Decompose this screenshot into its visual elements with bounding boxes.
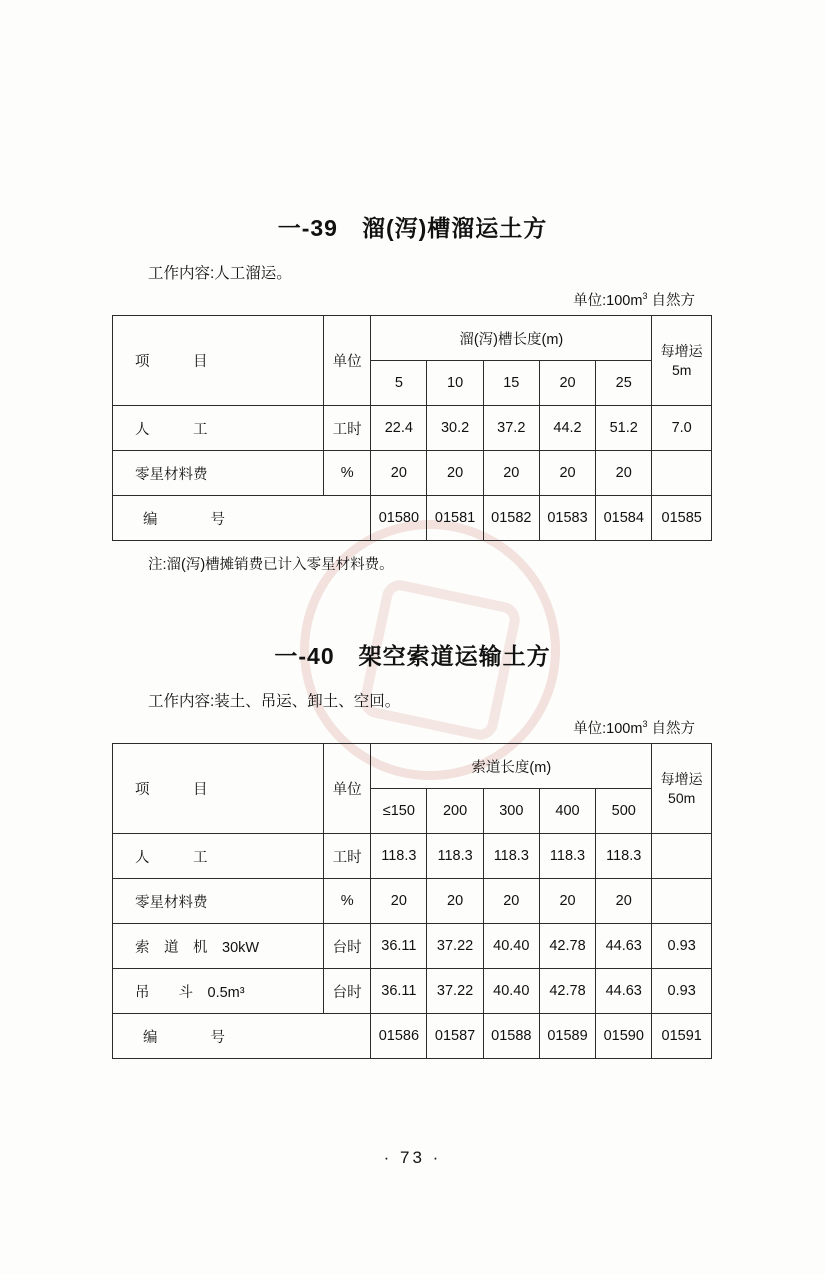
- code-value: 01587: [427, 1014, 483, 1059]
- row-value: 44.63: [596, 969, 652, 1014]
- code-value: 01589: [539, 1014, 595, 1059]
- row-value: 44.2: [539, 406, 595, 451]
- row-value: 40.40: [483, 924, 539, 969]
- row-value: 20: [371, 879, 427, 924]
- row-value: 20: [483, 879, 539, 924]
- table-code-row: [113, 496, 712, 541]
- unit-line-sup: 3: [642, 719, 648, 730]
- table-header-row-top: [113, 744, 712, 789]
- table-row: [113, 879, 712, 924]
- header-increment-line2: 5m: [671, 361, 692, 378]
- code-increment-value: 01591: [652, 1014, 712, 1059]
- header-unit: 单位: [324, 316, 371, 406]
- row-label: 人 工: [113, 834, 324, 879]
- table-row: [113, 406, 712, 451]
- code-value: 01584: [596, 496, 652, 541]
- page-number: · 73 ·: [383, 1148, 442, 1167]
- row-label: 零星材料费: [113, 879, 324, 924]
- row-increment-value: 0.93: [652, 969, 712, 1014]
- unit-line: [0, 717, 695, 738]
- header-item: 项 目: [113, 316, 324, 406]
- code-value: 01582: [483, 496, 539, 541]
- code-value: 01586: [371, 1014, 427, 1059]
- header-length-2: 200: [427, 789, 483, 834]
- row-value: 118.3: [371, 834, 427, 879]
- row-value: 20: [539, 451, 595, 496]
- row-label: 零星材料费: [113, 451, 324, 496]
- row-value: 20: [483, 451, 539, 496]
- row-increment-value: [652, 879, 712, 924]
- row-value: 118.3: [596, 834, 652, 879]
- unit-line-sup: 3: [642, 291, 648, 302]
- row-label: 吊 斗 0.5m³: [113, 969, 324, 1014]
- header-group-length: 索道长度(m): [371, 744, 652, 789]
- row-value: 37.2: [483, 406, 539, 451]
- row-unit: 台时: [324, 969, 371, 1014]
- code-value: 01581: [427, 496, 483, 541]
- row-value: 30.2: [427, 406, 483, 451]
- code-row-label: 编 号: [113, 496, 371, 541]
- row-value: 20: [427, 879, 483, 924]
- unit-line-prefix: 单位:100m: [573, 293, 643, 309]
- unit-line-suffix: 自然方: [647, 293, 695, 309]
- row-value: 118.3: [539, 834, 595, 879]
- section-title: 一-40 架空索道运输土方: [274, 643, 551, 669]
- table-row: [113, 451, 712, 496]
- header-increment-line1: 每增运: [660, 342, 703, 359]
- header-increment-line1: 每增运: [660, 770, 703, 787]
- row-value: 44.63: [596, 924, 652, 969]
- header-length-5: 25: [596, 361, 652, 406]
- row-increment-value: 0.93: [652, 924, 712, 969]
- header-increment-line2: 50m: [668, 789, 696, 806]
- table-row: [113, 924, 712, 969]
- table-code-row: [113, 1014, 712, 1059]
- table-row: [113, 969, 712, 1014]
- table-note: 注:溜(泻)槽摊销费已计入零星材料费。: [148, 557, 394, 573]
- header-unit: 单位: [324, 744, 371, 834]
- header-increment: [652, 316, 712, 406]
- row-value: 20: [539, 879, 595, 924]
- header-length-3: 300: [483, 789, 539, 834]
- row-label: 人 工: [113, 406, 324, 451]
- unit-line-suffix: 自然方: [647, 721, 695, 737]
- row-increment-value: 7.0: [652, 406, 712, 451]
- row-unit: 台时: [324, 924, 371, 969]
- row-value: 20: [596, 879, 652, 924]
- header-length-4: 20: [539, 361, 595, 406]
- row-value: 20: [596, 451, 652, 496]
- row-increment-value: [652, 834, 712, 879]
- header-group-length: 溜(泻)槽长度(m): [371, 316, 652, 361]
- work-content-text: 工作内容:人工溜运。: [148, 265, 292, 282]
- row-value: 118.3: [427, 834, 483, 879]
- code-value: 01580: [371, 496, 427, 541]
- row-value: 42.78: [539, 969, 595, 1014]
- header-item: 项 目: [113, 744, 324, 834]
- header-increment: [652, 744, 712, 834]
- row-increment-value: [652, 451, 712, 496]
- header-length-1: ≤150: [371, 789, 427, 834]
- row-unit: 工时: [324, 406, 371, 451]
- row-value: 51.2: [596, 406, 652, 451]
- table-row: [113, 834, 712, 879]
- row-unit: %: [324, 879, 371, 924]
- header-length-2: 10: [427, 361, 483, 406]
- row-value: 22.4: [371, 406, 427, 451]
- section-1-39: [0, 210, 825, 574]
- code-row-label: 编 号: [113, 1014, 371, 1059]
- row-value: 42.78: [539, 924, 595, 969]
- rate-table-1-39: [112, 315, 712, 541]
- table-header-row-top: [113, 316, 712, 361]
- row-value: 40.40: [483, 969, 539, 1014]
- header-length-5: 500: [596, 789, 652, 834]
- code-value: 01590: [596, 1014, 652, 1059]
- code-value: 01583: [539, 496, 595, 541]
- row-value: 37.22: [427, 969, 483, 1014]
- rate-table-1-40: [112, 743, 712, 1059]
- row-value: 20: [427, 451, 483, 496]
- row-label: 索 道 机 30kW: [113, 924, 324, 969]
- header-length-1: 5: [371, 361, 427, 406]
- header-length-3: 15: [483, 361, 539, 406]
- row-unit: %: [324, 451, 371, 496]
- section-1-40: [0, 638, 825, 1059]
- section-title: 一-39 溜(泻)槽溜运土方: [277, 215, 548, 241]
- row-value: 20: [371, 451, 427, 496]
- header-length-4: 400: [539, 789, 595, 834]
- unit-line: [0, 289, 695, 310]
- row-value: 118.3: [483, 834, 539, 879]
- work-content-text: 工作内容:装土、吊运、卸土、空回。: [148, 693, 401, 710]
- row-value: 36.11: [371, 924, 427, 969]
- code-value: 01588: [483, 1014, 539, 1059]
- code-increment-value: 01585: [652, 496, 712, 541]
- row-value: 37.22: [427, 924, 483, 969]
- unit-line-prefix: 单位:100m: [573, 721, 643, 737]
- row-value: 36.11: [371, 969, 427, 1014]
- row-unit: 工时: [324, 834, 371, 879]
